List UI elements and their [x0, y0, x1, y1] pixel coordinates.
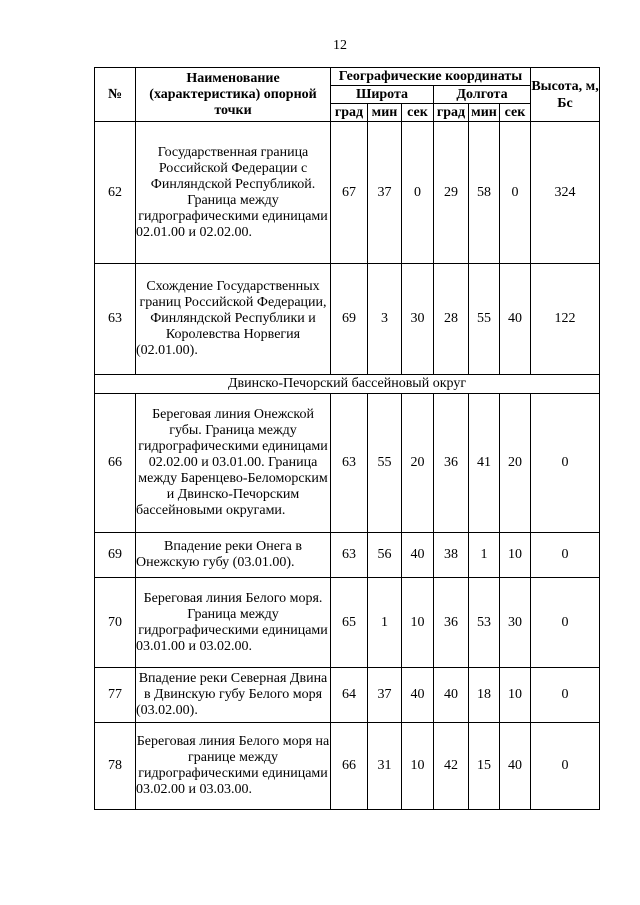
cell-number: 66 [95, 394, 136, 533]
table-row [95, 394, 600, 533]
cell-lat-deg: 65 [331, 578, 368, 668]
header-name: Наименование (характеристика) опорной точки [136, 68, 331, 122]
cell-lon-deg: 36 [434, 578, 469, 668]
header-lon-sec: сек [500, 104, 531, 122]
cell-name: Впадение реки Онега в Онежскую губу (03.01.00). [136, 533, 331, 578]
cell-number: 70 [95, 578, 136, 668]
cell-lat-sec: 0 [402, 122, 434, 264]
cell-name: Береговая линия Белого моря на границе между гидрографическими единицами 03.02.00 и 03.03.00. [136, 723, 331, 810]
cell-height: 0 [531, 723, 600, 810]
header-lon-deg: град [434, 104, 469, 122]
cell-lon-sec: 20 [500, 394, 531, 533]
cell-number: 62 [95, 122, 136, 264]
cell-lon-deg: 40 [434, 668, 469, 723]
cell-lon-min: 1 [469, 533, 500, 578]
coordinates-table [94, 67, 600, 810]
cell-name: Схождение Государственных границ Российской Федерации, Финляндской Республики и Королевства Норвегия (02.01.00). [136, 264, 331, 375]
header-height: Высота, м, Бс [531, 68, 600, 122]
cell-height: 0 [531, 668, 600, 723]
cell-lat-min: 37 [368, 122, 402, 264]
cell-lat-min: 56 [368, 533, 402, 578]
cell-lat-deg: 63 [331, 394, 368, 533]
cell-lat-deg: 64 [331, 668, 368, 723]
cell-lat-min: 37 [368, 668, 402, 723]
cell-lon-min: 53 [469, 578, 500, 668]
header-lon-min: мин [469, 104, 500, 122]
cell-lon-min: 58 [469, 122, 500, 264]
cell-lat-sec: 40 [402, 668, 434, 723]
cell-name: Береговая линия Онежской губы. Граница между гидрографическими единицами 02.02.00 и 03.01.00. Граница между Баренцево-Беломорским и Двинско-Печорским бассейновыми округами. [136, 394, 331, 533]
cell-height: 324 [531, 122, 600, 264]
table-row [95, 668, 600, 723]
cell-lat-sec: 20 [402, 394, 434, 533]
cell-lon-sec: 0 [500, 122, 531, 264]
cell-lat-sec: 30 [402, 264, 434, 375]
header-longitude: Долгота [434, 86, 531, 104]
header-latitude: Широта [331, 86, 434, 104]
table-row [95, 723, 600, 810]
cell-lat-min: 1 [368, 578, 402, 668]
table-row [95, 122, 600, 264]
cell-lon-deg: 36 [434, 394, 469, 533]
cell-number: 78 [95, 723, 136, 810]
table-row [95, 533, 600, 578]
cell-lon-sec: 10 [500, 668, 531, 723]
cell-lat-sec: 10 [402, 578, 434, 668]
cell-lat-deg: 63 [331, 533, 368, 578]
cell-height: 0 [531, 533, 600, 578]
cell-lon-sec: 40 [500, 723, 531, 810]
table-row [95, 264, 600, 375]
cell-lon-deg: 42 [434, 723, 469, 810]
cell-number: 63 [95, 264, 136, 375]
cell-lon-min: 18 [469, 668, 500, 723]
cell-lon-deg: 38 [434, 533, 469, 578]
cell-lon-sec: 40 [500, 264, 531, 375]
cell-number: 69 [95, 533, 136, 578]
cell-name: Впадение реки Северная Двина в Двинскую губу Белого моря (03.02.00). [136, 668, 331, 723]
cell-lat-deg: 67 [331, 122, 368, 264]
cell-lon-sec: 10 [500, 533, 531, 578]
cell-lat-min: 31 [368, 723, 402, 810]
header-lat-deg: град [331, 104, 368, 122]
header-number: № [95, 68, 136, 122]
cell-lat-deg: 69 [331, 264, 368, 375]
cell-lon-min: 55 [469, 264, 500, 375]
cell-lat-sec: 10 [402, 723, 434, 810]
cell-lat-min: 55 [368, 394, 402, 533]
cell-lon-min: 41 [469, 394, 500, 533]
header-lat-min: мин [368, 104, 402, 122]
cell-lon-min: 15 [469, 723, 500, 810]
cell-height: 0 [531, 394, 600, 533]
cell-number: 77 [95, 668, 136, 723]
header-lat-sec: сек [402, 104, 434, 122]
cell-lon-sec: 30 [500, 578, 531, 668]
cell-lat-sec: 40 [402, 533, 434, 578]
cell-name: Береговая линия Белого моря. Граница между гидрографическими единицами 03.01.00 и 03.02.00. [136, 578, 331, 668]
table-row [95, 578, 600, 668]
cell-lon-deg: 29 [434, 122, 469, 264]
section-row [95, 375, 600, 394]
cell-lat-min: 3 [368, 264, 402, 375]
cell-name: Государственная граница Российской Федерации с Финляндской Республикой. Граница между гидрографическими единицами 02.01.00 и 02.02.00. [136, 122, 331, 264]
section-title: Двинско-Печорский бассейновый округ [95, 375, 600, 394]
header-geo-coordinates: Географические координаты [331, 68, 531, 86]
cell-height: 0 [531, 578, 600, 668]
page-number: 12 [333, 38, 347, 53]
cell-height: 122 [531, 264, 600, 375]
cell-lon-deg: 28 [434, 264, 469, 375]
cell-lat-deg: 66 [331, 723, 368, 810]
